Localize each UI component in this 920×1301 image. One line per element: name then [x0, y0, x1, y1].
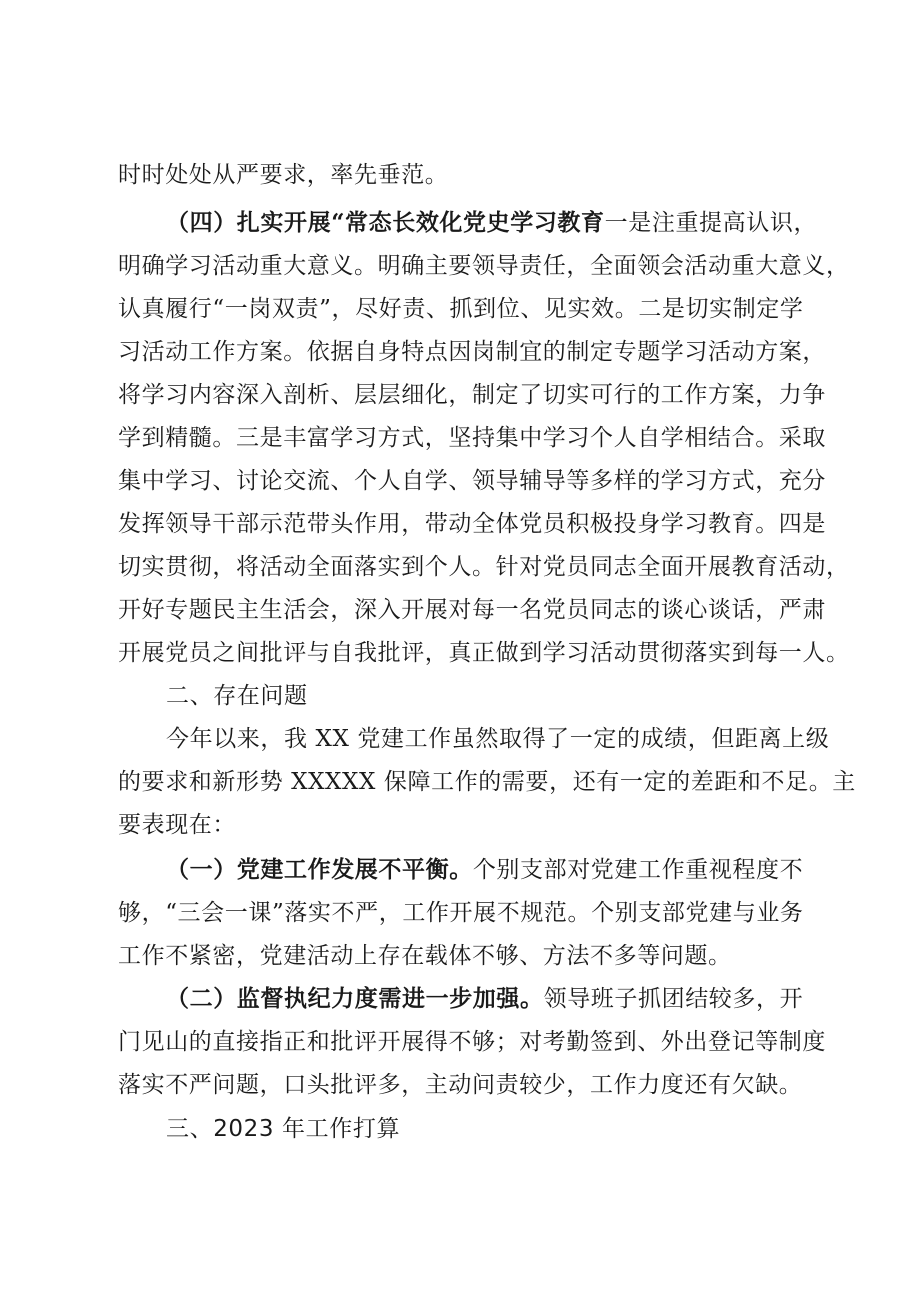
intro-line: 今年以来，我 XX 党建工作虽然取得了一定的成绩，但距离上级	[166, 726, 830, 752]
p4-line: 习活动工作方案。依据自身特点因岗制宜的制定专题学习活动方案，	[118, 339, 826, 365]
p4-line: 将学习内容深入剖析、层层细化，制定了切实可行的工作方案，力争	[118, 382, 826, 408]
issue-2-line: 门见山的直接指正和批评开展得不够；对考勤签到、外出登记等制度	[118, 1029, 826, 1055]
issue-2-first-line	[166, 984, 803, 1014]
p4-line: 学到精髓。三是丰富学习方式，坚持集中学习个人自学相结合。采取	[118, 425, 826, 451]
section-3-title: 三、2023 年工作打算	[166, 1116, 401, 1142]
p4-first-line	[166, 208, 817, 238]
issue-2-line: 落实不严问题，口头批评多，主动问责较少，工作力度还有欠缺。	[118, 1072, 803, 1098]
issue-2-first-line-rest: 领导班子抓团结较多，开	[543, 986, 804, 1012]
intro-line: 的要求和新形势 XXXXX 保障工作的需要，还有一定的差距和不足。主	[118, 769, 856, 795]
paragraph-tail	[118, 160, 448, 190]
paragraph-tail-text: 时时处处从严要求，率先垂范。	[118, 162, 449, 188]
issue-1-first-line-rest: 个别支部对党建工作重视程度不	[472, 857, 804, 883]
p4-line: 切实贯彻，将活动全面落实到个人。针对党员同志全面开展教育活动，	[118, 554, 850, 580]
p4-first-line-rest: 一是注重提高认识，	[604, 210, 818, 236]
issue-1-line: 够，“三会一课”落实不严，工作开展不规范。个别支部党建与业务	[118, 900, 804, 926]
issue-2-heading: （二）监督执纪力度需进一步加强。	[166, 985, 544, 1012]
p4-heading: （四）扎实开展“常态长效化党史学习教育	[166, 209, 605, 236]
p4-line: 开好专题民主生活会，深入开展对每一名党员同志的谈心谈话，严肃	[118, 597, 826, 623]
issue-1-heading: （一）党建工作发展不平衡。	[166, 856, 473, 883]
p4-line: 集中学习、讨论交流、个人自学、领导辅导等多样的学习方式，充分	[118, 468, 826, 494]
issue-1-line: 工作不紧密，党建活动上存在载体不够、方法不多等问题。	[118, 943, 732, 969]
p4-line: 明确学习活动重大意义。明确主要领导责任，全面领会活动重大意义，	[118, 253, 850, 279]
p4-line: 认真履行“一岗双责”，尽好责、抓到位、见实效。二是切实制定学	[118, 296, 804, 322]
issue-1-first-line	[166, 855, 803, 885]
section-2-title: 二、存在问题	[166, 683, 308, 709]
intro-line: 要表现在：	[118, 812, 236, 838]
p4-line: 发挥领导干部示范带头作用，带动全体党员积极投身学习教育。四是	[118, 511, 826, 537]
p4-line: 开展党员之间批评与自我批评，真正做到学习活动贯彻落实到每一人。	[118, 640, 850, 666]
